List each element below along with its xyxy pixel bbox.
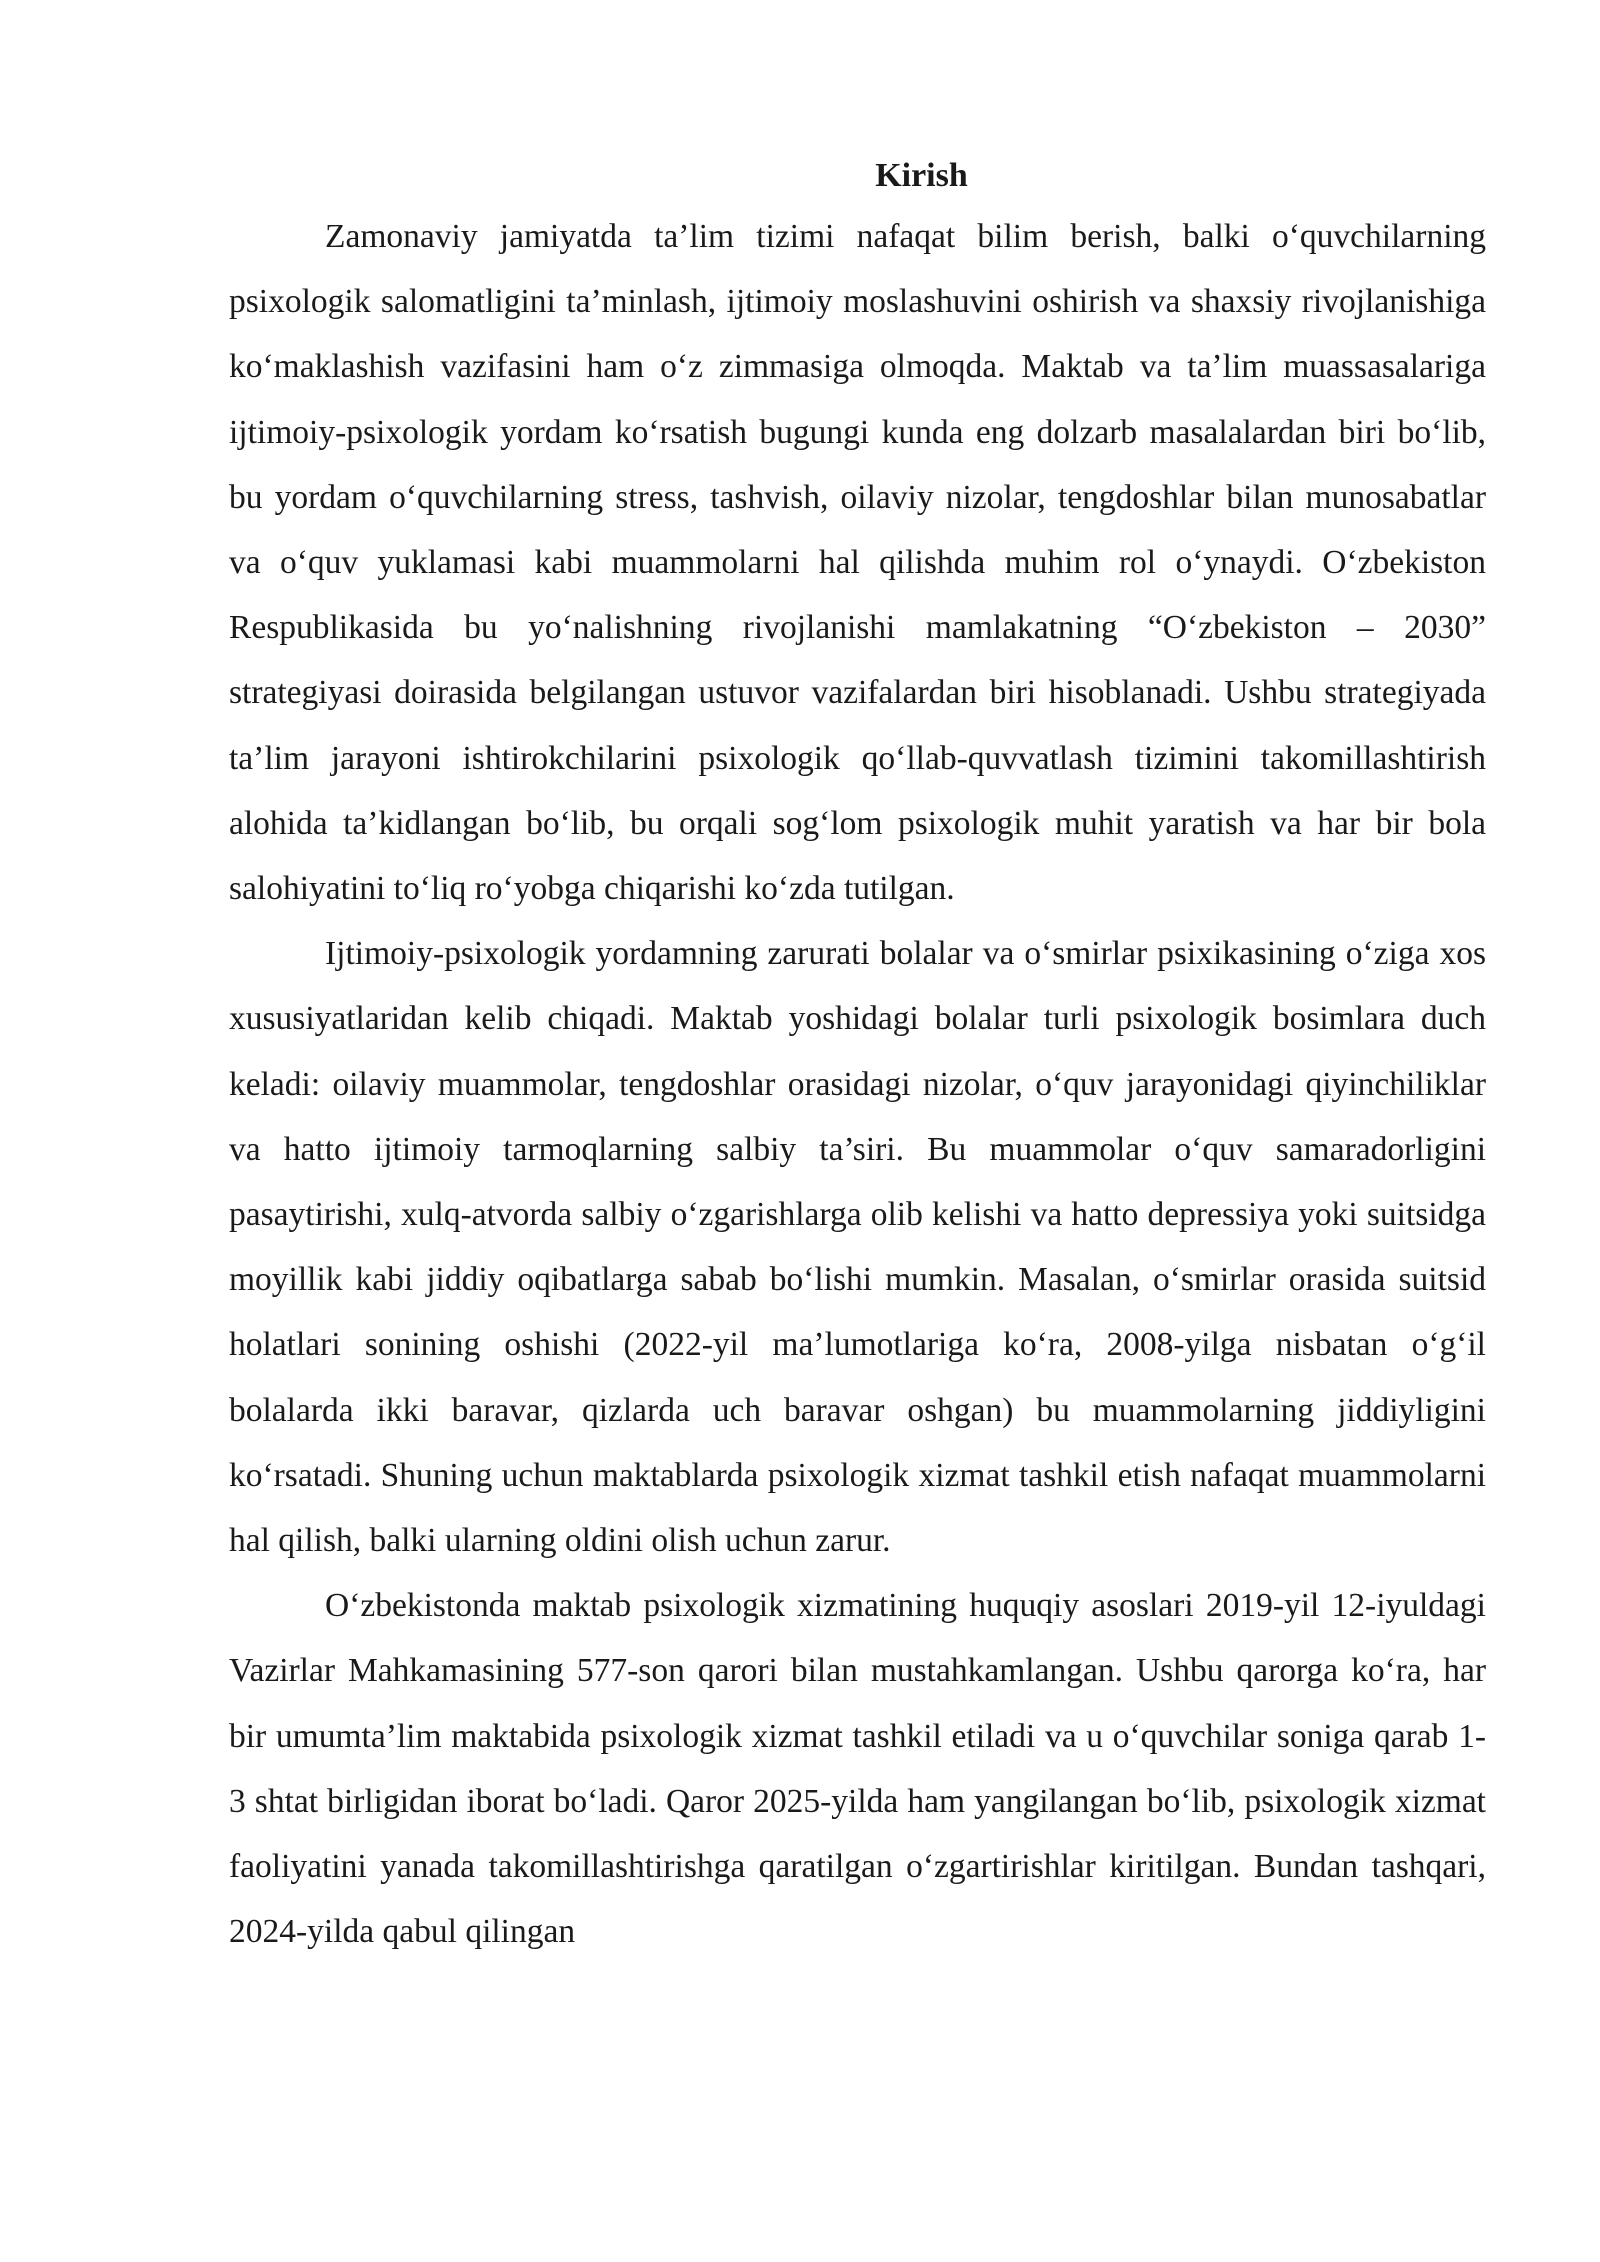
paragraph-2: Ijtimoiy-psixologik yordamning zarurati bolalar va o‘smirlar psixikasining o‘ziga xos xususiyatlaridan kelib chiqadi. Maktab yoshidagi bolalar turli psixologik bosimlara duch keladi: oilaviy muammolar, tengdoshlar orasidagi nizolar, o‘quv jarayonidagi qiyinchiliklar va hatto ijtimoiy tarmoqlarning salbiy ta’siri. Bu muammolar o‘quv samaradorligini pasaytirishi, xulq-atvorda salbiy o‘zgarishlarga olib kelishi va hatto depressiya yoki suitsidga moyillik kabi jiddiy oqibatlarga sabab bo‘lishi mumkin. Masalan, o‘smirlar orasida suitsid holatlari sonining oshishi (2022-yil ma’lumotlariga ko‘ra, 2008-yilga nisbatan o‘g‘il bolalarda ikki baravar, qizlarda uch baravar oshgan) bu muammolarning jiddiyligini ko‘rsatadi. Shuning uchun maktablarda psixologik xizmat tashkil etish nafaqat muammolarni hal qilish, balki ularning oldini olish uchun zarur. [229, 935, 1486, 1560]
section-heading: Kirish [875, 157, 968, 194]
paragraph-1: Zamonaviy jamiyatda ta’lim tizimi nafaqat bilim berish, balki o‘quvchilarning psixologik salomatligini ta’minlash, ijtimoiy moslashuvini oshirish va shaxsiy rivojlanishiga ko‘maklashish vazifasini ham o‘z zimmasiga olmoqda. Maktab va ta’lim muassasalariga ijtimoiy-psixologik yordam ko‘rsatish bugungi kunda eng dolzarb masalalardan biri bo‘lib, bu yordam o‘quvchilarning stress, tashvish, oilaviy nizolar, tengdoshlar bilan munosabatlar va o‘quv yuklamasi kabi muammolarni hal qilishda muhim rol o‘ynaydi. O‘zbekiston Respublikasida bu yo‘nalishning rivojlanishi mamlakatning “O‘zbekiston – 2030” strategiyasi doirasida belgilangan ustuvor vazifalardan biri hisoblanadi. Ushbu strategiyada ta’lim jarayoni ishtirokchilarini psixologik qo‘llab-quvvatlash tizimini takomillashtirish alohida ta’kidlangan bo‘lib, bu orqali sog‘lom psixologik muhit yaratish va har bir bola salohiyatini to‘liq ro‘yobga chiqarishi ko‘zda tutilgan. [229, 218, 1486, 908]
paragraph-3: O‘zbekistonda maktab psixologik xizmatining huquqiy asoslari 2019-yil 12-iyuldagi Vazirlar Mahkamasining 577-son qarori bilan mustahkamlangan. Ushbu qarorga ko‘ra, har bir umumta’lim maktabida psixologik xizmat tashkil etiladi va u o‘quvchilar soniga qarab 1-3 shtat birligidan iborat bo‘ladi. Qaror 2025-yilda ham yangilangan bo‘lib, psixologik xizmat faoliyatini yanada takomillashtirishga qaratilgan o‘zgartirishlar kiritilgan. Bundan tashqari, 2024-yilda qabul qilingan [229, 1587, 1486, 1951]
document-body [229, 148, 1486, 1964]
